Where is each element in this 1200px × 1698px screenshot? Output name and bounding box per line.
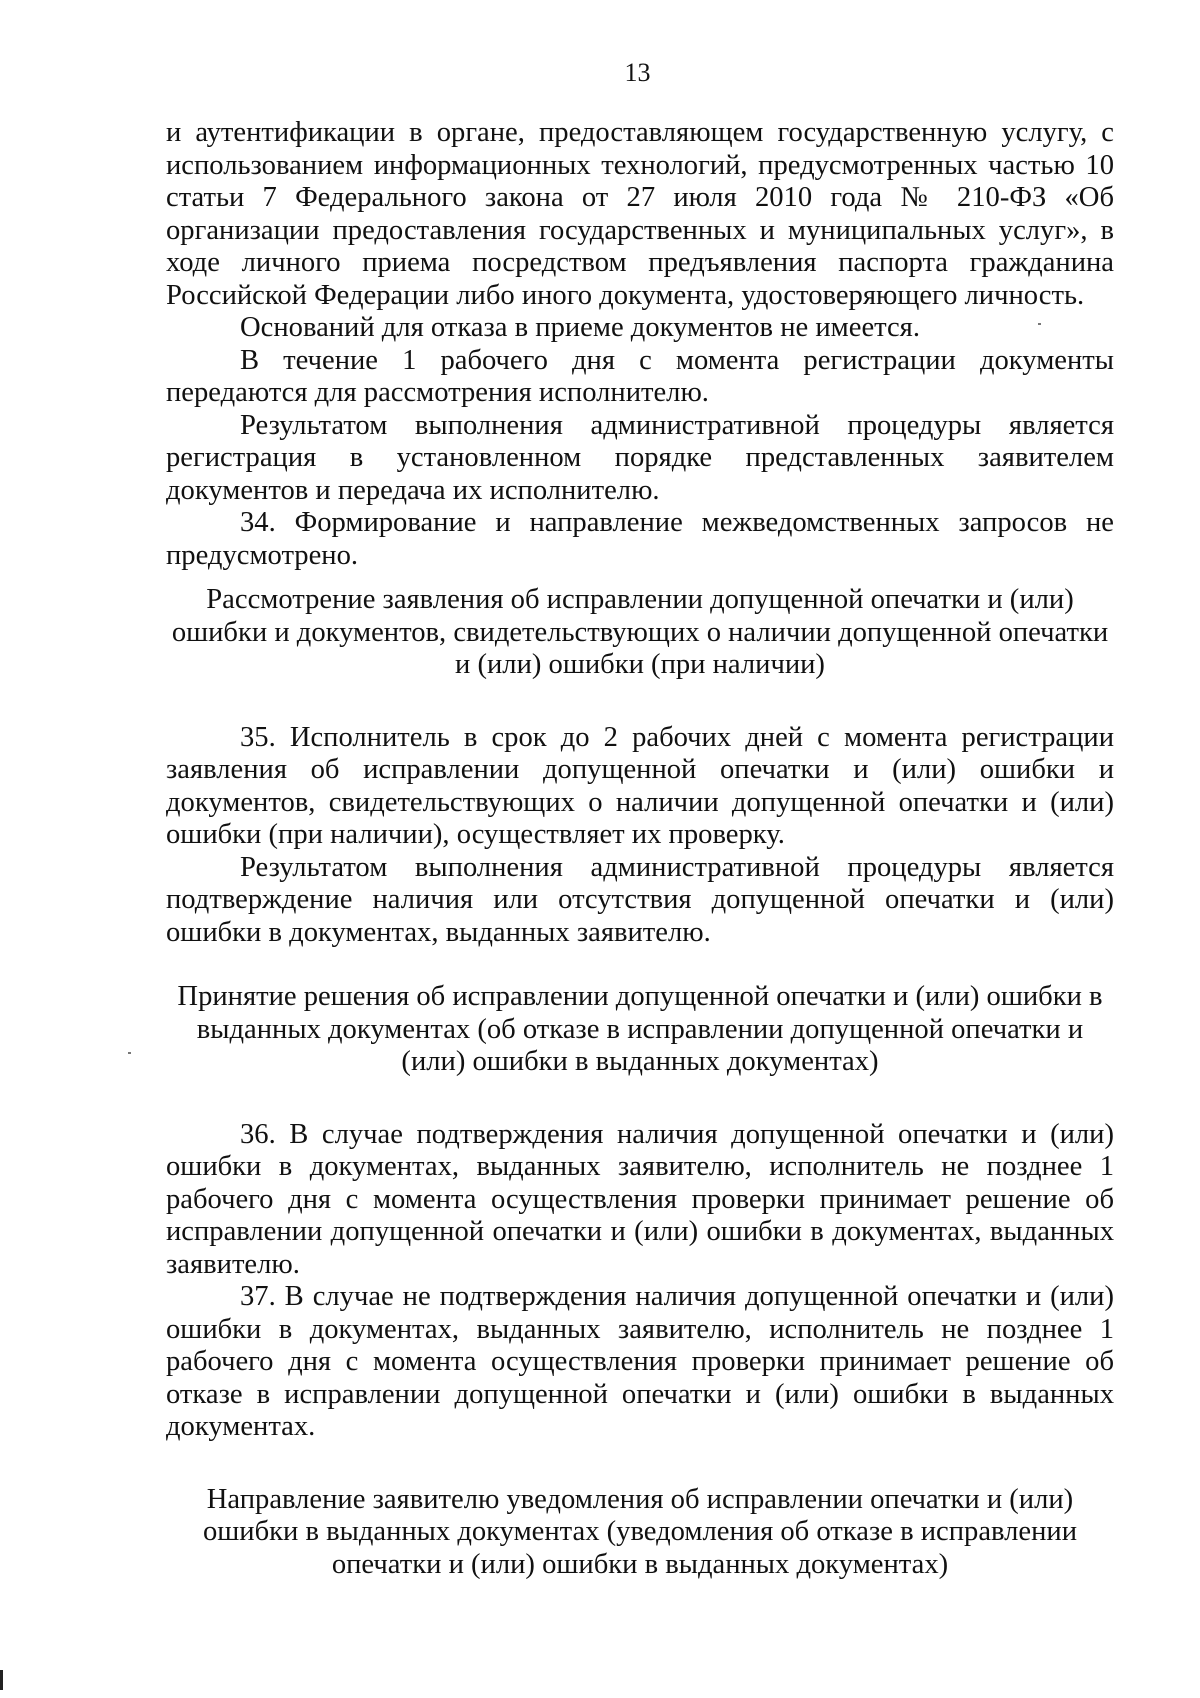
document-body: [166, 117, 1114, 1581]
paragraph-item-34: 34. Формирование и направление межведомственных запросов не предусмотрено.: [166, 507, 1114, 571]
paragraph-item-35: 35. Исполнитель в срок до 2 рабочих дней с момента регистрации заявления об исправлении допущенной опечатки и (или) ошибки и документов, свидетельствующих о наличии допущенной опечатки и (или) ошибки (при наличии), осуществляет их проверку.: [166, 721, 1114, 850]
heading-line: и (или) ошибки (при наличии): [455, 649, 825, 680]
heading-line: (или) ошибки в выданных документах): [401, 1046, 879, 1077]
heading-line: Рассмотрение заявления об исправлении допущенной опечатки и (или): [206, 584, 1074, 615]
section-heading-notification: [166, 1484, 1114, 1582]
scan-edge-mark: [0, 1670, 3, 1690]
section-heading-review: [166, 584, 1114, 682]
paragraph-authentication: и аутентификации в органе, предоставляющем государственную услугу, с использованием информационных технологий, предусмотренных частью 10 статьи 7 Федерального закона от 27 июля 2010 года № 210-ФЗ «Об организации предоставления государственных и муниципальных услуг», в ходе личного приема посредством предъявления паспорта гражданина Российской Федерации либо иного документа, удостоверяющего личность.: [166, 117, 1114, 311]
paragraph-item-36: 36. В случае подтверждения наличия допущенной опечатки и (или) ошибки в документах, выданных заявителю, исполнитель не позднее 1 рабочего дня с момента осуществления проверки принимает решение об исправлении допущенной опечатки и (или) ошибки в документах, выданных заявителю.: [166, 1118, 1114, 1280]
heading-line: Направление заявителю уведомления об исправлении опечатки и (или): [206, 1483, 1074, 1515]
paragraph-item-37: 37. В случае не подтверждения наличия допущенной опечатки и (или) ошибки в документах, выданных заявителю, исполнитель не позднее 1 рабочего дня с момента осуществления проверки принимает решение об отказе в исправлении допущенной опечатки и (или) ошибки в выданных документах.: [166, 1281, 1114, 1442]
heading-line: ошибки в выданных документах (уведомления об отказе в исправлении: [202, 1516, 1078, 1547]
heading-line: опечатки и (или) ошибки в выданных документах): [331, 1548, 949, 1580]
scan-speck: [128, 1052, 131, 1054]
heading-line: ошибки и документов, свидетельствующих о наличии допущенной опечатки: [171, 616, 1109, 648]
heading-line: выданных документах (об отказе в исправлении допущенной опечатки и: [196, 1013, 1084, 1045]
page-number: 13: [624, 58, 651, 87]
heading-line: Принятие решения об исправлении допущенной опечатки и (или) ошибки в: [177, 981, 1103, 1012]
section-heading-decision: [166, 981, 1114, 1079]
scan-speck: [1038, 323, 1041, 325]
paragraph-procedure-result-confirmation: Результатом выполнения административной процедуры является подтверждение наличия или отсутствия допущенной опечатки и (или) ошибки в документах, выданных заявителю.: [166, 851, 1114, 948]
paragraph-procedure-result-registration: Результатом выполнения административной процедуры является регистрация в установленном порядке представленных заявителем документов и передача их исполнителю.: [166, 409, 1114, 506]
paragraph-no-refusal-grounds: Оснований для отказа в приеме документов не имеется.: [240, 312, 920, 343]
paragraph-transfer-to-executor: В течение 1 рабочего дня с момента регистрации документы передаются для рассмотрения исполнителю.: [166, 344, 1114, 408]
